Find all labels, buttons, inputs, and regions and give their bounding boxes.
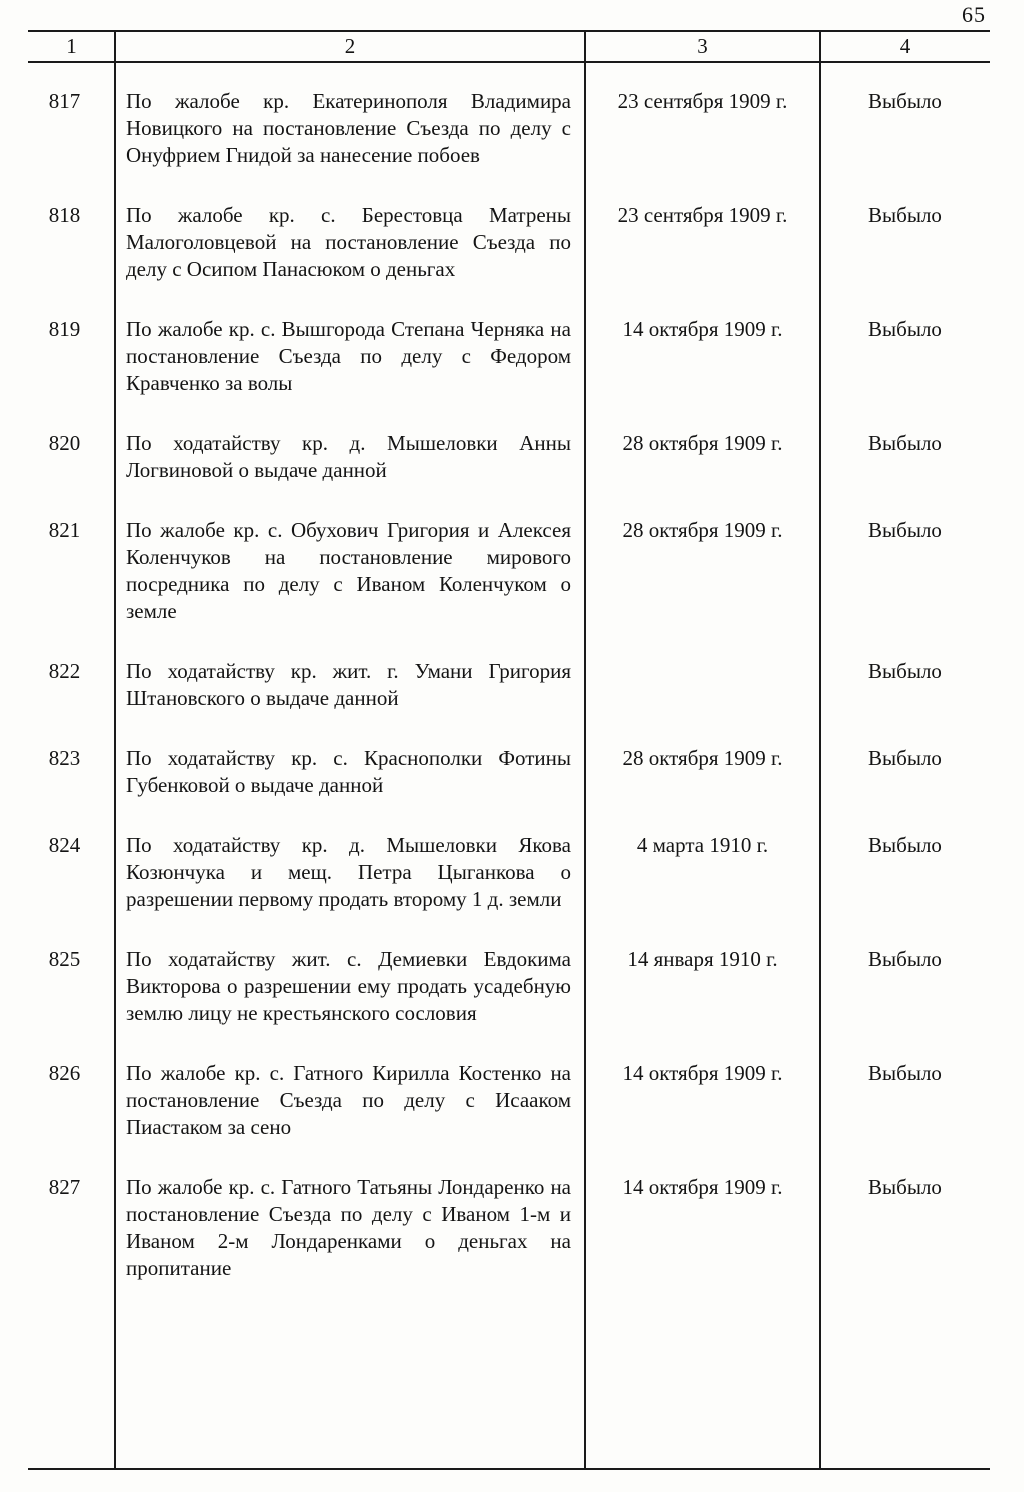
column-divider <box>819 32 821 1468</box>
case-date: 14 октября 1909 г. <box>622 1175 783 1199</box>
case-number: 827 <box>48 1175 81 1199</box>
page-number: 65 <box>962 2 986 27</box>
case-status: Выбыло <box>868 659 942 683</box>
table-row <box>28 517 990 625</box>
case-status: Выбыло <box>868 833 942 857</box>
case-number: 820 <box>48 431 81 455</box>
table-body <box>28 63 990 1468</box>
case-description: По ходатайству кр. жит. г. Умани Григория Штановского о выдаче данной <box>126 659 571 710</box>
case-description: По жалобе кр. Екатеринополя Владимира Новицкого на постановление Съезда по делу с Онуфрием Гнидой за нанесение побоев <box>126 89 571 167</box>
case-description: По ходатайству кр. с. Краснополки Фотины Губенковой о выдаче данной <box>126 746 571 797</box>
case-status: Выбыло <box>868 746 942 770</box>
case-date: 14 января 1910 г. <box>627 947 778 971</box>
case-date: 28 октября 1909 г. <box>622 518 783 542</box>
table-row <box>28 1060 990 1141</box>
case-date: 4 марта 1910 г. <box>636 833 769 857</box>
column-header-3: 3 <box>697 34 708 58</box>
case-status: Выбыло <box>868 431 942 455</box>
table-row <box>28 832 990 913</box>
case-date: 14 октября 1909 г. <box>622 1061 783 1085</box>
table-row <box>28 745 990 799</box>
case-number: 824 <box>48 833 81 857</box>
case-status: Выбыло <box>868 89 942 113</box>
case-description: По ходатайству кр. д. Мышеловки Анны Логвиновой о выдаче данной <box>126 431 571 482</box>
column-divider <box>584 32 586 1468</box>
table-row <box>28 430 990 484</box>
table-row <box>28 658 990 712</box>
table-row <box>28 88 990 169</box>
column-header-2: 2 <box>344 34 356 58</box>
case-number: 822 <box>48 659 81 683</box>
table-row <box>28 316 990 397</box>
case-description: По жалобе кр. с. Обухович Григория и Алексея Коленчуков на постановление мирового посредника по делу с Иваном Коленчуком о земле <box>126 518 571 623</box>
case-description: По жалобе кр. с. Гатного Татьяны Лондаренко на постановление Съезда по делу с Иваном 1-м и Иваном 2-м Лондаренками о деньгах на пропитание <box>126 1175 571 1280</box>
case-description: По жалобе кр. с. Берестовца Матрены Малоголовцевой на постановление Съезда по делу с Осипом Панасюком о деньгах <box>126 203 571 281</box>
case-description: По ходатайству кр. д. Мышеловки Якова Козюнчука и мещ. Петра Цыганкова о разрешении первому продать второму 1 д. земли <box>126 833 571 911</box>
case-number: 821 <box>48 518 81 542</box>
case-number: 826 <box>48 1061 81 1085</box>
case-number: 818 <box>48 203 81 227</box>
case-description: По жалобе кр. с. Вышгорода Степана Черняка на постановление Съезда по делу с Федором Кравченко за волы <box>126 317 571 395</box>
case-status: Выбыло <box>868 317 942 341</box>
case-number: 825 <box>48 947 81 971</box>
register-table <box>28 30 990 1470</box>
column-header-1: 1 <box>66 34 77 58</box>
table-header-row <box>28 32 990 63</box>
table-row <box>28 946 990 1027</box>
case-date: 23 сентября 1909 г. <box>617 89 788 113</box>
case-description: По ходатайству жит. с. Демиевки Евдокима Викторова о разрешении ему продать усадебную землю лицу не крестьянского сословия <box>126 947 571 1025</box>
case-status: Выбыло <box>868 1061 942 1085</box>
column-header-4: 4 <box>899 34 911 58</box>
case-number: 819 <box>48 317 81 341</box>
case-status: Выбыло <box>868 1175 942 1199</box>
case-number: 817 <box>48 89 81 113</box>
case-description: По жалобе кр. с. Гатного Кирилла Костенко на постановление Съезда по делу с Исааком Пиастаком за сено <box>126 1061 571 1139</box>
table-row <box>28 202 990 283</box>
case-date: 28 октября 1909 г. <box>622 431 783 455</box>
case-status: Выбыло <box>868 518 942 542</box>
case-status: Выбыло <box>868 947 942 971</box>
case-status: Выбыло <box>868 203 942 227</box>
column-divider <box>114 32 116 1468</box>
case-number: 823 <box>48 746 81 770</box>
table-row <box>28 1174 990 1282</box>
case-date: 28 октября 1909 г. <box>622 746 783 770</box>
case-date <box>585 658 820 712</box>
case-date: 23 сентября 1909 г. <box>617 203 788 227</box>
case-date: 14 октября 1909 г. <box>622 317 783 341</box>
